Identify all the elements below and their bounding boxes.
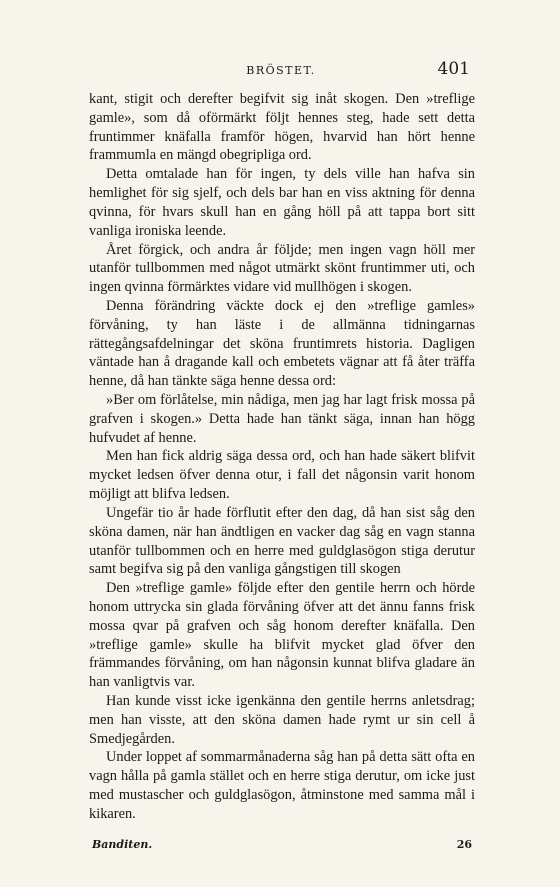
body-text: [89, 90, 475, 824]
paragraph: Han kunde visst icke igenkänna den gentile herrns anletsdrag; men han visste, att den sköna damen hade rymt ur sin cell å Smedjegården.: [89, 693, 475, 747]
paragraph: Ungefär tio år hade förflutit efter den dag, då han sist såg den sköna damen, när han ändtligen en vacker dag såg en vagn stanna utanför tullbommen och en herre med guldglasögon stiga derutur samt begifva sig på den vanliga gångstigen till skogen: [89, 504, 475, 578]
paragraph: Under loppet af sommarmånaderna såg han på detta sätt ofta en vagn hålla på gamla stället och en herre stiga derutur, om icke just med mustascher och guldglasögon, åtminstone med samma mål i kikaren.: [89, 749, 475, 822]
paragraph: »Ber om förlåtelse, min nådiga, men jag har lagt frisk mossa på grafven i skogen.» Detta hade han tänkt säga, innan han högg hufvudet af henne.: [89, 392, 475, 446]
signature-mark: Banditen.: [92, 838, 153, 851]
running-head: BRÖSTET.: [246, 64, 316, 77]
page-footer: [92, 838, 472, 856]
paragraph: kant, stigit och derefter begifvit sig inåt skogen. Den »treflige gamle», som då oförmärkt följt hennes steg, hade sett detta fruntimmer knäfalla framför högen, hvarvid han hört henne frammumla en mängd obegripliga ord.: [89, 91, 475, 164]
page-header: [92, 59, 470, 86]
paragraph: Den »treflige gamle» följde efter den gentile herrn och hörde honom uttrycka sin glada förvåning öfver att det ännu fanns frisk mossa qvar på grafven och såg honom derefter knäfalla. Den »treflige gamle» skulle ha blifvit mycket glad öfver den främmandes förvåning, om han någonsin kunnat blifva gladare än han vanligtvis var.: [89, 580, 475, 691]
paragraph: Detta omtalade han för ingen, ty dels ville han hafva sin hemlighet för sig sjelf, och dels bar han en viss aktning för denna qvinna, för hvars skull han en gång höll på att tappa bort sitt vanliga ironiska leende.: [89, 166, 475, 239]
sheet-number: 26: [456, 838, 472, 851]
paragraph: Men han fick aldrig säga dessa ord, och han hade säkert blifvit mycket ledsen öfver denna otur, i fall det någonsin varit honom möjligt att blifva ledsen.: [89, 448, 475, 503]
paragraph: Året förgick, och andra år följde; men ingen vagn höll mer utanför tullbommen med något utmärkt skönt fruntimmer uti, och ingen qvinna förmärktes vidare vid mullhögen i skogen.: [89, 241, 475, 296]
paragraph: Denna förändring väckte dock ej den »treflige gamles» förvåning, ty han läste i de allmänna tidningarnas rättegångsafdelningar det sköna fruntimrets historia. Dagligen väntade han å dragande kall och embetets vägnar att få åter träffa henne, då han tänkte säga henne dessa ord:: [89, 297, 475, 390]
page-number: 401: [437, 59, 470, 79]
